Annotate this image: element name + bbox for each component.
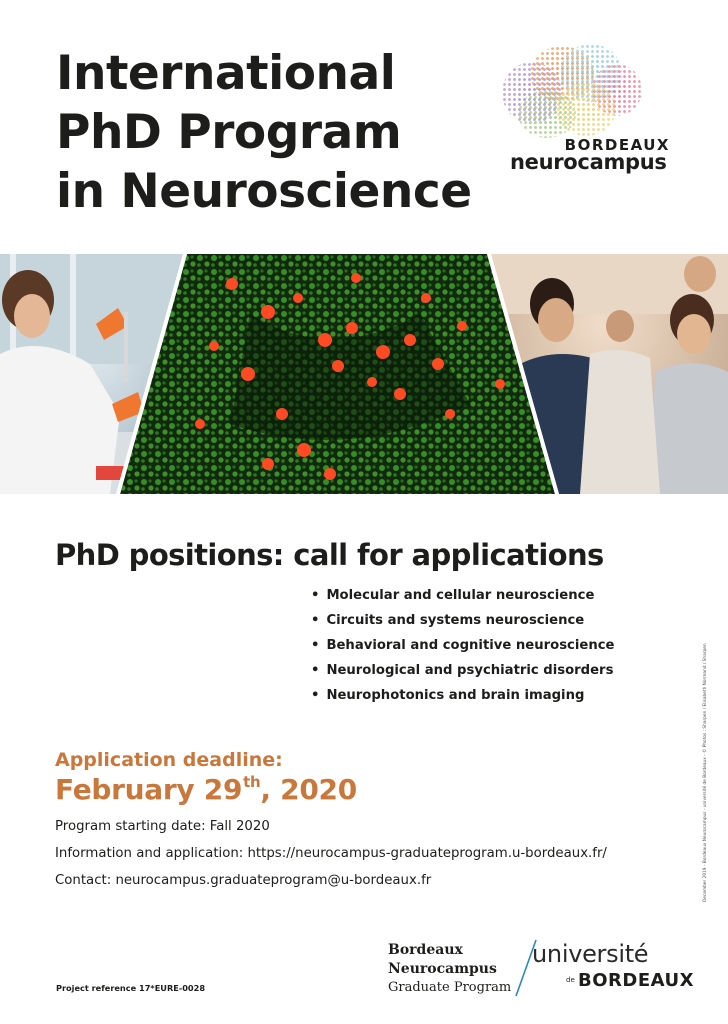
topic-item: • Neurophotonics and brain imaging bbox=[311, 683, 614, 708]
gp-line-3: Graduate Program bbox=[388, 980, 512, 995]
gp-line-1: Bordeaux bbox=[388, 942, 463, 958]
photo-credit bbox=[703, 642, 713, 902]
research-topics-list bbox=[311, 583, 614, 708]
title-line-3: in Neuroscience bbox=[56, 164, 472, 219]
logo-bordeaux-text: BORDEAUX bbox=[564, 136, 670, 154]
logo-neurocampus-text: neurocampus bbox=[510, 150, 667, 174]
graduate-program-logo bbox=[388, 941, 512, 997]
title-line-2: PhD Program bbox=[56, 105, 402, 160]
topic-item: • Neurological and psychiatric disorders bbox=[311, 658, 614, 683]
neurocampus-logo bbox=[496, 42, 676, 182]
deadline-label: Application deadline: bbox=[55, 749, 283, 771]
contact-text: Contact: neurocampus.graduateprogram@u-bordeaux.fr bbox=[55, 873, 432, 888]
universite-bordeaux-logo bbox=[512, 938, 694, 998]
photo-credit-text: December 2019 - Bordeaux Neurocampus - université de Bordeaux - © Photos : Sharpen / Elisabeth Normand / Sharpen bbox=[703, 643, 708, 902]
logo-blob-yellow bbox=[556, 82, 616, 136]
de-text: de bbox=[566, 976, 575, 984]
poster-title bbox=[56, 44, 486, 221]
bordeaux-text: BORDEAUX bbox=[578, 970, 694, 991]
project-reference: Project reference 17*EURE-0028 bbox=[56, 983, 206, 993]
deadline-date-main: February 29 bbox=[55, 773, 243, 806]
universite-text: université bbox=[532, 940, 649, 968]
call-heading: PhD positions: call for applications bbox=[55, 538, 604, 572]
topic-item: • Molecular and cellular neuroscience bbox=[311, 583, 614, 608]
application-info-text: Information and application: https://neurocampus-graduateprogram.u-bordeaux.fr/ bbox=[55, 846, 607, 861]
photo-banner bbox=[0, 254, 728, 494]
topic-item: • Circuits and systems neuroscience bbox=[311, 608, 614, 633]
deadline-date-suffix: th bbox=[243, 773, 261, 791]
topic-item: • Behavioral and cognitive neuroscience bbox=[311, 633, 614, 658]
deadline-date bbox=[55, 773, 357, 806]
deadline-date-year: , 2020 bbox=[260, 773, 357, 806]
gp-line-2: Neurocampus bbox=[388, 961, 497, 977]
start-date-text: Program starting date: Fall 2020 bbox=[55, 819, 270, 834]
title-line-1: International bbox=[56, 46, 396, 101]
